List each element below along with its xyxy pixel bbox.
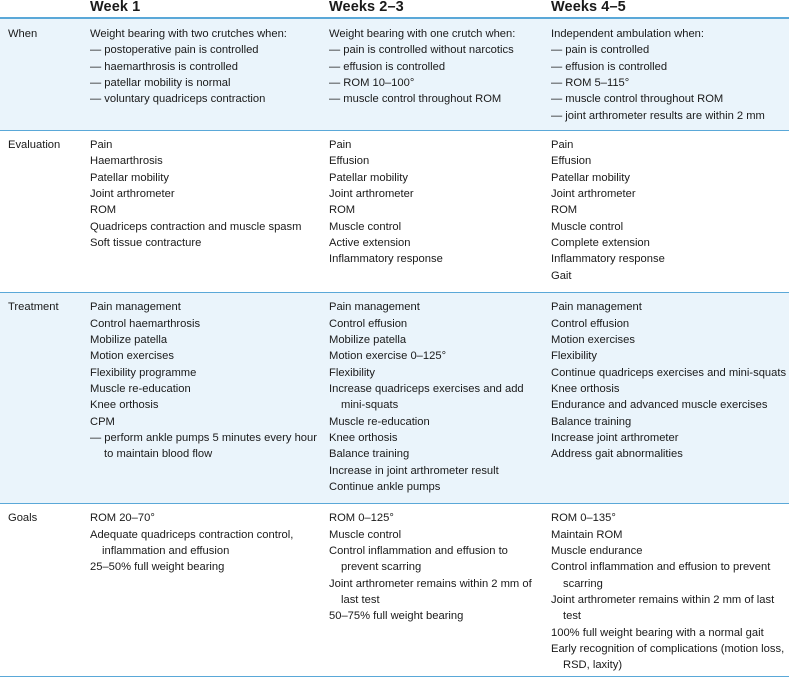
list-item: Pain bbox=[329, 139, 352, 152]
list-item: Control inflammation and effusion to prevent scarring bbox=[551, 561, 771, 590]
list-item: Adequate quadriceps contraction control, inflammation and effusion bbox=[90, 528, 294, 557]
list-item: Joint arthrometer bbox=[329, 188, 414, 201]
list-item: Pain management bbox=[551, 301, 642, 314]
list-item: Continue quadriceps exercises and mini-squats bbox=[551, 366, 787, 379]
list-item: Muscle control bbox=[551, 220, 624, 233]
table-row-evaluation bbox=[0, 131, 789, 293]
row-label: Evaluation bbox=[0, 131, 82, 293]
header-blank bbox=[0, 0, 82, 18]
sub-item: — ROM 5–115° bbox=[551, 77, 630, 90]
list-item: Maintain ROM bbox=[551, 528, 623, 541]
cell-goals-col1 bbox=[82, 504, 321, 676]
list-item: 25–50% full weight bearing bbox=[90, 561, 225, 574]
list-item: Knee orthosis bbox=[90, 399, 159, 412]
list-item: Patellar mobility bbox=[551, 171, 630, 184]
list-item: Complete extension bbox=[551, 237, 650, 250]
list-item: Muscle endurance bbox=[551, 544, 643, 557]
cell-treatment-col3 bbox=[543, 293, 789, 504]
sub-item: — postoperative pain is controlled bbox=[90, 44, 259, 57]
cell-goals-col2 bbox=[321, 504, 543, 676]
list-item: Control inflammation and effusion to prevent scarring bbox=[329, 544, 508, 574]
list-item: Haemarthrosis bbox=[90, 155, 163, 168]
list-item: Control effusion bbox=[329, 317, 408, 330]
list-item: Inflammatory response bbox=[551, 253, 665, 266]
list-item: Endurance and advanced muscle exercises bbox=[551, 399, 768, 412]
sub-item: — effusion is controlled bbox=[551, 60, 668, 73]
list-item: Flexibility programme bbox=[90, 366, 197, 379]
row-label: Goals bbox=[0, 504, 82, 676]
header-weeks-4-5: Weeks 4–5 bbox=[543, 0, 789, 18]
list-item: Flexibility bbox=[329, 366, 376, 379]
sub-item: — patellar mobility is normal bbox=[90, 77, 231, 90]
cell-evaluation-col3 bbox=[543, 131, 789, 293]
cell-evaluation-col2 bbox=[321, 131, 543, 293]
list-item: ROM bbox=[551, 204, 578, 217]
list-item: Flexibility bbox=[551, 350, 598, 363]
header-weeks-2-3: Weeks 2–3 bbox=[321, 0, 543, 18]
list-item: Quadriceps contraction and muscle spasm bbox=[90, 220, 302, 233]
cell-when-col2 bbox=[321, 18, 543, 131]
list-item: Muscle re-education bbox=[90, 382, 191, 395]
list-item: Weight bearing with one crutch when: bbox=[329, 28, 516, 40]
list-item: Soft tissue contracture bbox=[90, 237, 202, 250]
list-item: ROM 0–135° bbox=[551, 512, 616, 525]
cell-when-col3 bbox=[543, 18, 789, 131]
list-item: Joint arthrometer bbox=[551, 188, 636, 201]
list-item: ROM bbox=[90, 204, 117, 217]
list-item: Knee orthosis bbox=[551, 382, 620, 395]
list-item: Gait bbox=[551, 269, 572, 282]
list-item: Joint arthrometer bbox=[90, 188, 175, 201]
list-item: ROM 0–125° bbox=[329, 512, 394, 525]
list-item: CPM bbox=[90, 415, 115, 428]
list-item: Joint arthrometer remains within 2 mm of last test bbox=[329, 577, 532, 606]
list-item: ROM bbox=[329, 204, 356, 217]
list-item: Weight bearing with two crutches when: bbox=[90, 28, 287, 40]
list-item: Motion exercises bbox=[90, 350, 174, 363]
cell-treatment-col2 bbox=[321, 293, 543, 504]
list-item: Mobilize patella bbox=[90, 333, 168, 346]
list-item: Knee orthosis bbox=[329, 431, 398, 444]
list-item: Control effusion bbox=[551, 317, 630, 330]
sub-item: — muscle control throughout ROM bbox=[329, 93, 502, 106]
sub-item: — pain is controlled without narcotics bbox=[329, 44, 514, 57]
list-item: 100% full weight bearing with a normal gait bbox=[551, 626, 764, 639]
list-item: Pain bbox=[90, 139, 113, 152]
list-item: Increase in joint arthrometer result bbox=[329, 464, 499, 477]
list-item: Address gait abnormalities bbox=[551, 448, 683, 461]
cell-goals-col3 bbox=[543, 504, 789, 676]
sub-item: — perform ankle pumps 5 minutes every hour to maintain blood flow bbox=[90, 431, 317, 461]
table-row-goals bbox=[0, 504, 789, 676]
list-item: Joint arthrometer remains within 2 mm of last test bbox=[551, 594, 775, 623]
list-item: Motion exercise 0–125° bbox=[329, 350, 447, 363]
cell-evaluation-col1 bbox=[82, 131, 321, 293]
sub-item: — joint arthrometer results are within 2 mm bbox=[551, 109, 765, 122]
list-item: Independent ambulation when: bbox=[551, 28, 705, 40]
header-row bbox=[0, 0, 789, 18]
header-week-1: Week 1 bbox=[82, 0, 321, 18]
list-item: Control haemarthrosis bbox=[90, 317, 201, 330]
cell-when-col1 bbox=[82, 18, 321, 131]
list-item: Early recognition of complications (motion loss, RSD, laxity) bbox=[551, 643, 785, 672]
list-item: Effusion bbox=[329, 155, 370, 168]
list-item: Patellar mobility bbox=[329, 171, 408, 184]
list-item: Effusion bbox=[551, 155, 592, 168]
sub-item: — effusion is controlled bbox=[329, 60, 446, 73]
sub-item: — ROM 10–100° bbox=[329, 77, 415, 90]
row-label: When bbox=[0, 18, 82, 131]
list-item: Balance training bbox=[551, 415, 632, 428]
list-item: Muscle control bbox=[329, 220, 402, 233]
list-item: ROM 20–70° bbox=[90, 512, 155, 525]
list-item: 50–75% full weight bearing bbox=[329, 610, 464, 623]
list-item: Increase joint arthrometer bbox=[551, 431, 679, 444]
list-item: Inflammatory response bbox=[329, 253, 443, 266]
list-item: Patellar mobility bbox=[90, 171, 169, 184]
list-item: Active extension bbox=[329, 237, 411, 250]
list-item: Continue ankle pumps bbox=[329, 480, 441, 493]
sub-item: — muscle control throughout ROM bbox=[551, 93, 724, 106]
list-item: Muscle control bbox=[329, 528, 402, 541]
list-item: Mobilize patella bbox=[329, 333, 407, 346]
sub-item: — haemarthrosis is controlled bbox=[90, 60, 238, 73]
list-item: Motion exercises bbox=[551, 333, 635, 346]
list-item: Pain management bbox=[329, 301, 420, 314]
list-item: Pain bbox=[551, 139, 574, 152]
table-row-treatment bbox=[0, 293, 789, 504]
list-item: Increase quadriceps exercises and add mini-squats bbox=[329, 382, 524, 412]
list-item: Muscle re-education bbox=[329, 415, 430, 428]
list-item: Pain management bbox=[90, 301, 181, 314]
sub-item: — voluntary quadriceps contraction bbox=[90, 93, 266, 106]
table-row-when bbox=[0, 18, 789, 131]
list-item: Balance training bbox=[329, 448, 410, 461]
row-label: Treatment bbox=[0, 293, 82, 504]
cell-treatment-col1 bbox=[82, 293, 321, 504]
sub-item: — pain is controlled bbox=[551, 44, 650, 57]
